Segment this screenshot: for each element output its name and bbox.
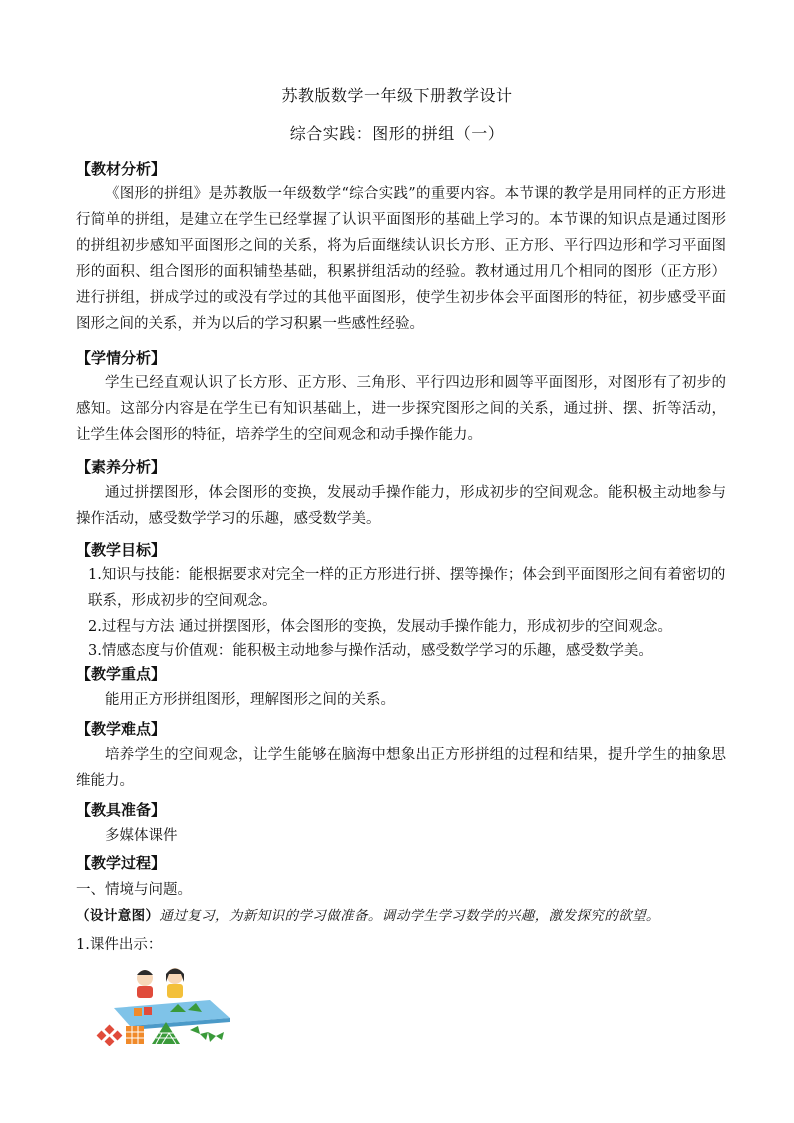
heading-teaching-key: 【教学重点】 [76, 665, 167, 683]
child-boy-hair [137, 970, 153, 975]
heading-student-analysis: 【学情分析】 [76, 349, 167, 367]
goal-item-3: 3.情感态度与价值观：能积极主动地参与操作活动，感受数学学习的乐趣，感受数学美。 [88, 643, 653, 659]
paragraph-teaching-tools: 多媒体课件 [105, 828, 178, 844]
heading-teaching-tools: 【教具准备】 [76, 801, 167, 819]
process-step-1: 一、情境与问题。 [76, 882, 192, 898]
paragraph-teaching-difficulty: 培养学生的空间观念，让学生能够在脑海中想象出正方形拼组的过程和结果，提升学生的抽象思维能力。 [76, 747, 726, 789]
document-subtitle: 综合实践：图形的拼组（一） [289, 124, 505, 143]
heading-teaching-difficulty: 【教学难点】 [76, 720, 167, 738]
paragraph-student-analysis: 学生已经直观认识了长方形、正方形、三角形、平行四边形和圆等平面图形，对图形有了初步的感知。这部分内容是在学生已有知识基础上，进一步探究图形之间的关系，通过拼、摆、折等活动，让学生体会图形的特征，培养学生的空间观念和动手操作能力。 [76, 375, 726, 443]
heading-textbook-analysis: 【教材分析】 [76, 160, 167, 178]
paragraph-literacy-analysis: 通过拼摆图形，体会图形的变换，发展动手操作能力，形成初步的空间观念。能积极主动地参与操作活动，感受数学学习的乐趣，感受数学美。 [76, 485, 726, 527]
square-piece [144, 1007, 152, 1015]
child-boy-body [137, 986, 153, 998]
heading-literacy-analysis: 【素养分析】 [76, 458, 167, 476]
goal-item-1: 1.知识与技能：能根据要求对完全一样的正方形进行拼、摆等操作；体会到平面图形之间有着密切的联系，形成初步的空间观念。 [88, 567, 726, 609]
zigzag-shape [190, 1026, 224, 1042]
children-shapes-illustration [90, 960, 240, 1046]
document-title: 苏教版数学一年级下册教学设计 [281, 86, 513, 105]
windmill-shape [97, 1025, 123, 1046]
design-intent-text: 通过复习，为新知识的学习做准备。调动学生学习数学的兴趣，激发探究的欲望。 [159, 908, 660, 924]
paragraph-textbook-analysis: 《图形的拼组》是苏教版一年级数学“综合实践”的重要内容。本节课的教学是用同样的正方形进行简单的拼组，是建立在学生已经掌握了认识平面图形的基础上学习的。本节课的知识点是通过图形的拼组初步感知平面图形之间的关系，将为后面继续认识长方形、正方形、平行四边形和学习平面图形的面积、组合图形的面积铺垫基础，积累拼组活动的经验。教材通过用几个相同的图形（正方形）进行拼组，拼成学过的或没有学过的其他平面图形，使学生初步体会平面图形的特征，初步感受平面图形之间的关系，并为以后的学习积累一些感性经验。 [76, 186, 726, 332]
design-intent-label: （设计意图） [76, 908, 160, 924]
paragraph-teaching-key: 能用正方形拼组图形，理解图形之间的关系。 [105, 692, 395, 708]
square-piece [134, 1008, 142, 1016]
child-girl-body [167, 984, 183, 998]
grid-square-shape [126, 1026, 144, 1044]
goal-item-2: 2.过程与方法 通过拼摆图形，体会图形的变换，发展动手操作能力，形成初步的空间观念。 [88, 619, 672, 635]
courseware-label: 1.课件出示： [76, 937, 163, 953]
heading-teaching-goals: 【教学目标】 [76, 541, 167, 559]
design-intent-note [76, 905, 726, 927]
heading-teaching-process: 【教学过程】 [76, 854, 167, 872]
